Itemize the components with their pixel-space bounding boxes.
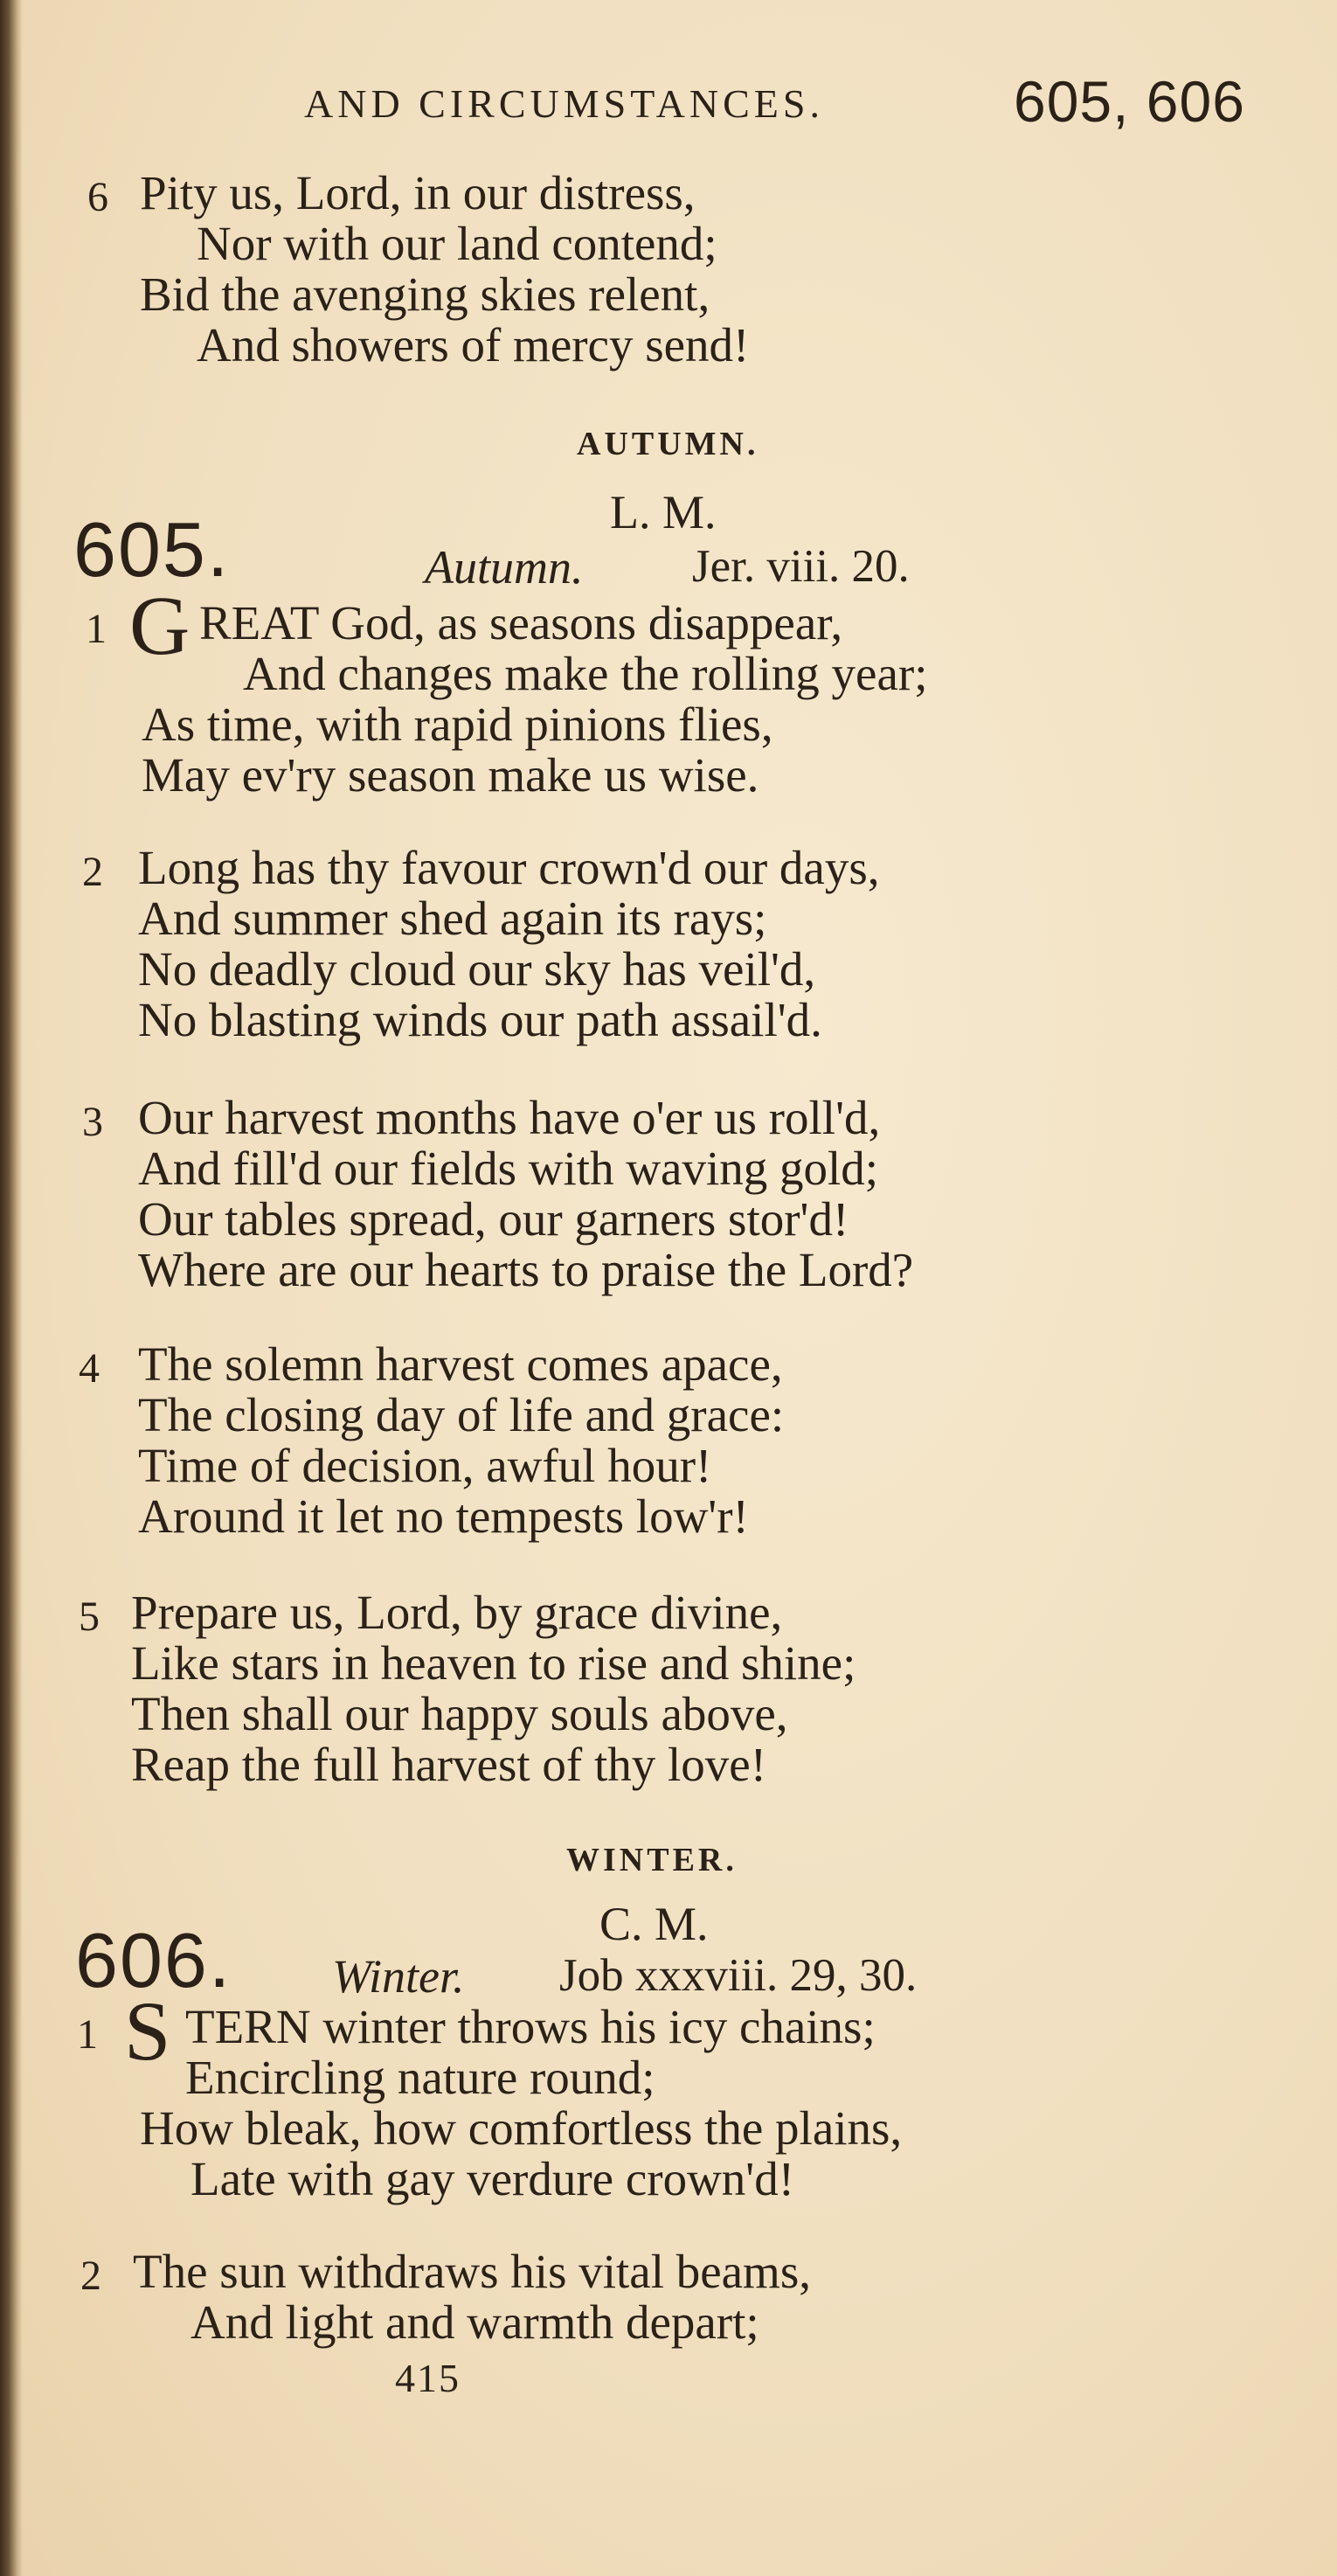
hymn-meter: C. M. [599,1898,709,1950]
verse-line: Where are our hearts to praise the Lord? [138,1243,914,1296]
verse-line: And light and warmth depart; [191,2295,759,2349]
verse-line: No deadly cloud our sky has veil'd, [138,942,816,996]
book-spine-shadow [0,0,23,2576]
verse-line: Prepare us, Lord, by grace divine, [131,1586,783,1639]
section-heading-autumn: AUTUMN. [577,426,759,462]
verse-line: The solemn harvest comes apace, [138,1337,783,1391]
verse-line: Reap the full harvest of thy love! [131,1738,767,1791]
verse-number: 5 [79,1594,100,1640]
drop-cap: S [124,1984,171,2078]
verse-line: And changes make the rolling year; [243,647,928,700]
verse-line: Around it let no tempests low'r! [138,1489,749,1543]
hymn-subject: Winter. [332,1950,465,2003]
verse-line: And showers of mercy send! [197,318,750,371]
section-heading-winter: WINTER. [566,1842,738,1878]
hymn-subject: Autumn. [425,541,584,594]
running-header-title: AND CIRCUMSTANCES. [304,81,824,126]
verse-line: Like stars in heaven to rise and shine; [131,1636,856,1690]
verse-line: As time, with rapid pinions flies, [142,698,773,751]
verse-line: Then shall our happy souls above, [131,1687,788,1740]
verse-line: Pity us, Lord, in our distress, [140,166,696,219]
verse-line: Our tables spread, our garners stor'd! [138,1192,849,1246]
verse-line: Bid the avenging skies relent, [140,267,710,321]
verse-number: 2 [82,849,103,895]
verse-line: TERN winter throws his icy chains; [185,2000,876,2053]
verse-line: Long has thy favour crown'd our days, [138,841,880,894]
verse-line: Our harvest months have o'er us roll'd, [138,1091,881,1144]
verse-number: 2 [80,2253,101,2299]
verse-number: 4 [79,1345,100,1392]
verse-number: 6 [87,174,108,220]
verse-number: 1 [77,2011,98,2058]
verse-line: Late with gay verdure crown'd! [191,2152,795,2205]
verse-number: 1 [86,606,107,652]
verse-line: And fill'd our fields with waving gold; [138,1142,879,1195]
verse-line: May ev'ry season make us wise. [142,748,759,802]
page-number: 415 [395,2356,461,2400]
verse-line: Time of decision, awful hour! [138,1439,712,1492]
verse-line: And summer shed again its rays; [138,892,767,945]
verse-line: Nor with our land contend; [197,217,717,270]
drop-cap: G [129,579,191,672]
scripture-reference: Jer. viii. 20. [692,541,910,592]
hymn-number: 606. [75,1917,232,2003]
verse-line: The closing day of life and grace: [138,1388,785,1441]
hymn-meter: L. M. [610,486,717,538]
verse-line: No blasting winds our path assail'd. [138,993,822,1046]
verse-number: 3 [82,1099,103,1145]
hymn-number: 605. [73,506,231,593]
running-header-hymn-numbers: 605, 606 [1014,69,1245,134]
verse-line: The sun withdraws his vital beams, [133,2245,811,2298]
verse-line: Encircling nature round; [185,2051,655,2104]
scripture-reference: Job xxxviii. 29, 30. [559,1950,918,2001]
verse-line: REAT God, as seasons disappear, [199,596,843,649]
verse-line: How bleak, how comfortless the plains, [140,2101,903,2155]
